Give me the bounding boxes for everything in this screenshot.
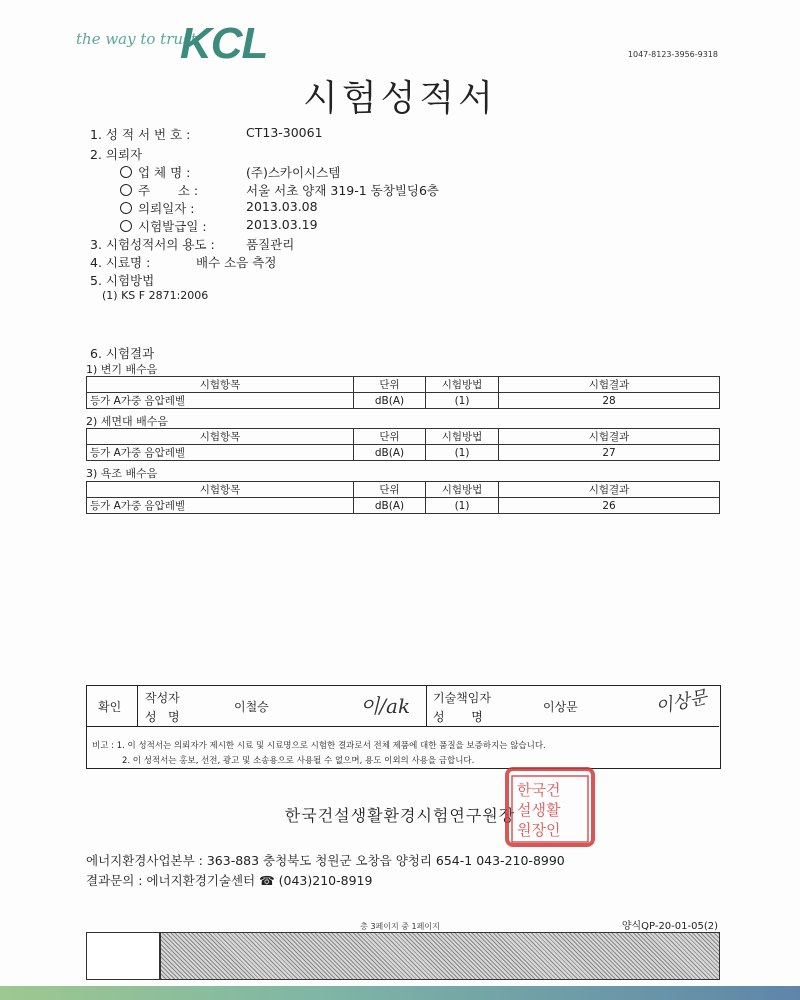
sample-label: 4. 시료명 :: [90, 255, 151, 270]
purpose-value: 품질관리: [246, 237, 295, 252]
division-address: 에너지환경사업본부 : 363-883 충청북도 청원군 오창읍 양청리 654-1 043-210-8990: [86, 853, 565, 868]
official-seal: [505, 767, 595, 847]
cell-result: 27: [499, 445, 720, 461]
table-row: [87, 393, 720, 409]
cell-unit: dB(A): [354, 393, 426, 409]
author-signature: 이/ak: [360, 694, 411, 718]
cell-method: (1): [426, 498, 499, 514]
institute-name: 한국건설생활환경시험연구원장: [284, 806, 516, 825]
results-table-3: [86, 481, 720, 514]
sample-value: 배수 소음 측정: [196, 255, 277, 270]
bullet-circle-icon: [120, 202, 132, 214]
table-header-row: [87, 482, 720, 498]
cell-item: 등가 A가중 음압레벨: [87, 393, 354, 409]
table-2-caption: 2) 세면대 배수음: [86, 415, 169, 428]
tech-manager-signature: 이상문: [653, 686, 710, 719]
header-item: 시험항목: [87, 377, 354, 393]
svg-text:원장인: 원장인: [517, 821, 561, 839]
header-method: 시험방법: [426, 377, 499, 393]
issue-date-value: 2013.03.19: [246, 217, 318, 232]
bullet-circle-icon: [120, 220, 132, 232]
request-date-row: [120, 199, 195, 217]
header-result: 시험결과: [499, 482, 720, 498]
document-number: 1047-8123-3956-9318: [627, 50, 718, 59]
method-value: (1) KS F 2871:2006: [102, 289, 209, 302]
table-row: [87, 445, 720, 461]
table-header-row: [87, 429, 720, 445]
client-label: 2. 의뢰자: [90, 147, 143, 162]
address-row: [120, 181, 198, 199]
svg-text:한국건: 한국건: [517, 781, 561, 799]
header-method: 시험방법: [426, 482, 499, 498]
divider: [426, 685, 427, 726]
cell-result: 28: [499, 393, 720, 409]
header-unit: 단위: [354, 429, 426, 445]
bullet-circle-icon: [120, 166, 132, 178]
cert-no-label: 1. 성 적 서 번 호 :: [90, 127, 191, 142]
method-label: 5. 시험방법: [90, 273, 155, 288]
header-method: 시험방법: [426, 429, 499, 445]
cert-no-value: CT13-30061: [246, 125, 323, 140]
results-section-label: 6. 시험결과: [90, 346, 155, 361]
form-number: 양식QP-20-01-05(2): [621, 921, 718, 932]
results-table-2: [86, 428, 720, 461]
stamp-box: [86, 932, 160, 980]
table-row: [87, 498, 720, 514]
header-unit: 단위: [354, 377, 426, 393]
cell-unit: dB(A): [354, 445, 426, 461]
table-header-row: [87, 377, 720, 393]
divider: [137, 685, 138, 726]
company-row: [120, 163, 190, 181]
request-date-label: 의뢰일자 :: [138, 201, 195, 216]
page-title: 시험성적서: [303, 78, 497, 119]
request-date-value: 2013.03.08: [246, 199, 318, 214]
results-table-1: [86, 376, 720, 409]
header-unit: 단위: [354, 482, 426, 498]
company-value: (주)스카이시스템: [246, 165, 341, 180]
cell-method: (1): [426, 393, 499, 409]
header-item: 시험항목: [87, 429, 354, 445]
bottom-color-band: [0, 986, 800, 1000]
cell-result: 26: [499, 498, 720, 514]
tech-name-label: 성 명: [433, 710, 483, 724]
page-indicator: 총 3페이지 중 1페이지: [360, 922, 440, 931]
issue-date-label: 시험발급일 :: [138, 219, 207, 234]
tech-manager-label: 기술책임자: [433, 691, 491, 705]
note-line-1: 비고 : 1. 이 성적서는 의뢰자가 제시한 시료 및 시료명으로 시험한 결과로서 전체 제품에 대한 품질을 보증하지는 않습니다.: [92, 741, 546, 751]
table-1-caption: 1) 변기 배수음: [86, 363, 158, 376]
address-value: 서울 서초 양재 319-1 동창빌딩6층: [246, 183, 439, 198]
header-result: 시험결과: [499, 377, 720, 393]
table-3-caption: 3) 욕조 배수음: [86, 467, 158, 480]
author-name-label: 성 명: [145, 710, 180, 724]
cell-method: (1): [426, 445, 499, 461]
purpose-label: 3. 시험성적서의 용도 :: [90, 237, 215, 252]
svg-text:설생활: 설생활: [517, 801, 561, 819]
company-label: 업 체 명 :: [138, 165, 191, 180]
inquiry-contact: 결과문의 : 에너지환경기술센터 ☎ (043)210-8919: [86, 873, 373, 888]
issue-date-row: [120, 217, 207, 235]
author-label: 작성자: [145, 691, 180, 705]
security-pattern: [160, 932, 720, 980]
bullet-circle-icon: [120, 184, 132, 196]
cell-item: 등가 A가중 음압레벨: [87, 498, 354, 514]
header-result: 시험결과: [499, 429, 720, 445]
address-label: 주 소 :: [138, 183, 199, 198]
note-line-2: 2. 이 성적서는 홍보, 선전, 광고 및 소송용으로 사용될 수 없으며, 용도 이외의 사용을 금합니다.: [122, 756, 475, 766]
author-name: 이철승: [234, 700, 269, 714]
tech-manager-name: 이상문: [543, 700, 578, 714]
cell-unit: dB(A): [354, 498, 426, 514]
logo-tagline: the way to trust: [76, 30, 197, 48]
header-item: 시험항목: [87, 482, 354, 498]
cell-item: 등가 A가중 음압레벨: [87, 445, 354, 461]
seal-pattern: [509, 773, 591, 845]
confirm-label: 확인: [98, 700, 122, 714]
kcl-logo: KCL: [180, 19, 268, 68]
